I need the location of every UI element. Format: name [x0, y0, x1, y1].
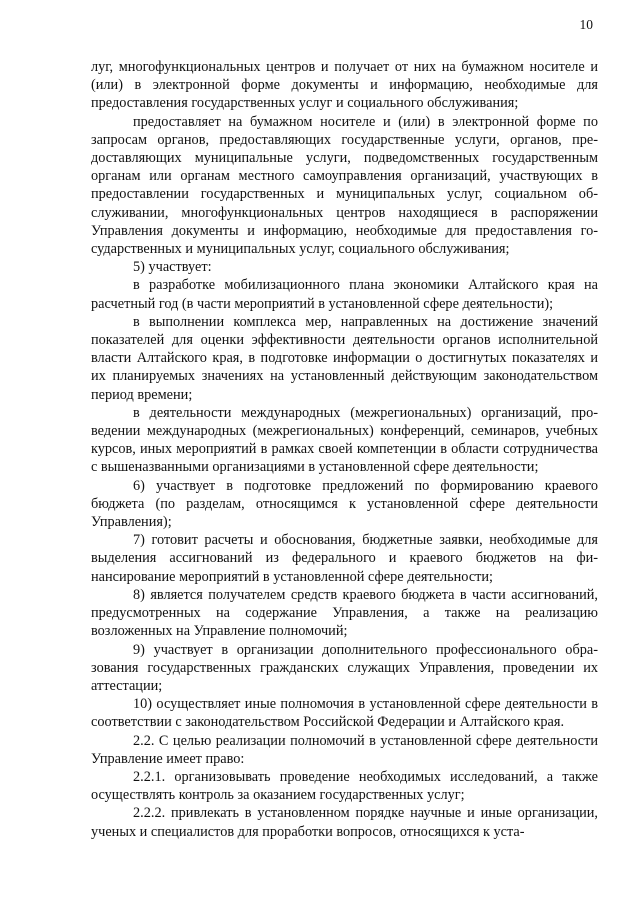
- paragraph: 2.2.2. привлекать в установленном порядке научные и иные организации, ученых и специалистов для проработки вопросов, относящихся к уста-: [91, 805, 598, 840]
- paragraph: луг, многофункциональных центров и получает от них на бумажном носителе и (или) в электронной форме документы и информацию, необходимые для предоставления государственных услуг и социального обслуживания;: [91, 59, 598, 112]
- paragraph: 5) участвует:: [133, 259, 212, 276]
- paragraph: 9) участвует в организации дополнительного профессионального образования государственных гражданских служащих Управления, проведении их аттестации;: [91, 641, 598, 694]
- paragraph: 10) осуществляет иные полномочия в установленной сфере деятельности в соответствии с законодательством Российской Федерации и Алтайского края.: [91, 696, 598, 731]
- page-number: 10: [579, 17, 593, 32]
- paragraph: 2.2.1. организовывать проведение необходимых исследований, а также осуществлять контроль за оказанием государственных услуг;: [91, 768, 598, 804]
- paragraph: предоставляет на бумажном носителе и (или) в электронной форме по запросам органов, предоставляющих государственные услуги, органов, предоставляющих муниципальные услуги, подведомственных государственным органам или органам местного самоуправления организаций, участвующих в предоставлении государственных и муниципальных услуг, социальном обслуживании, многофункциональных центров находящиеся в распоряжении Управления документы и информацию, необходимые для предоставления государственных и муниципальных услуг, социального обслуживания;: [91, 113, 598, 258]
- paragraph: 2.2. С целью реализации полномочий в установленной сфере деятельности Управление имеет право:: [91, 732, 598, 767]
- paragraph: 8) является получателем средств краевого бюджета в части ассигнований, предусмотренных на содержание Управления, а также на реализацию возложенных на Управление полномочий;: [91, 586, 598, 640]
- paragraph: 6) участвует в подготовке предложений по формированию краевого бюджета (по разделам, относящимся к установленной сфере деятельности Управления);: [91, 477, 598, 531]
- paragraph: 7) готовит расчеты и обоснования, бюджетные заявки, необходимые для выделения ассигнований из федерального и краевого бюджетов на финансирование мероприятий в установленной сфере деятельности;: [91, 532, 598, 585]
- paragraph: в деятельности международных (межрегиональных) организаций, проведении международных (межрегиональных) конференций, семинаров, учебных курсов, иных мероприятий в рамках своей компетенции в области сотрудничества с вышеназванными организациями в установленной сфере деятельности;: [91, 404, 598, 476]
- paragraph: в выполнении комплекса мер, направленных на достижение значений показателей для оценки эффективности деятельности органов исполнительной власти Алтайского края, в подготовке информации о достигнутых показателях и их планируемых значениях на установленный действующим законодательством период времени;: [91, 313, 598, 403]
- paragraph: в разработке мобилизационного плана экономики Алтайского края на расчетный год (в части мероприятий в установленной сфере деятельности);: [91, 277, 598, 312]
- document-body: [91, 58, 598, 841]
